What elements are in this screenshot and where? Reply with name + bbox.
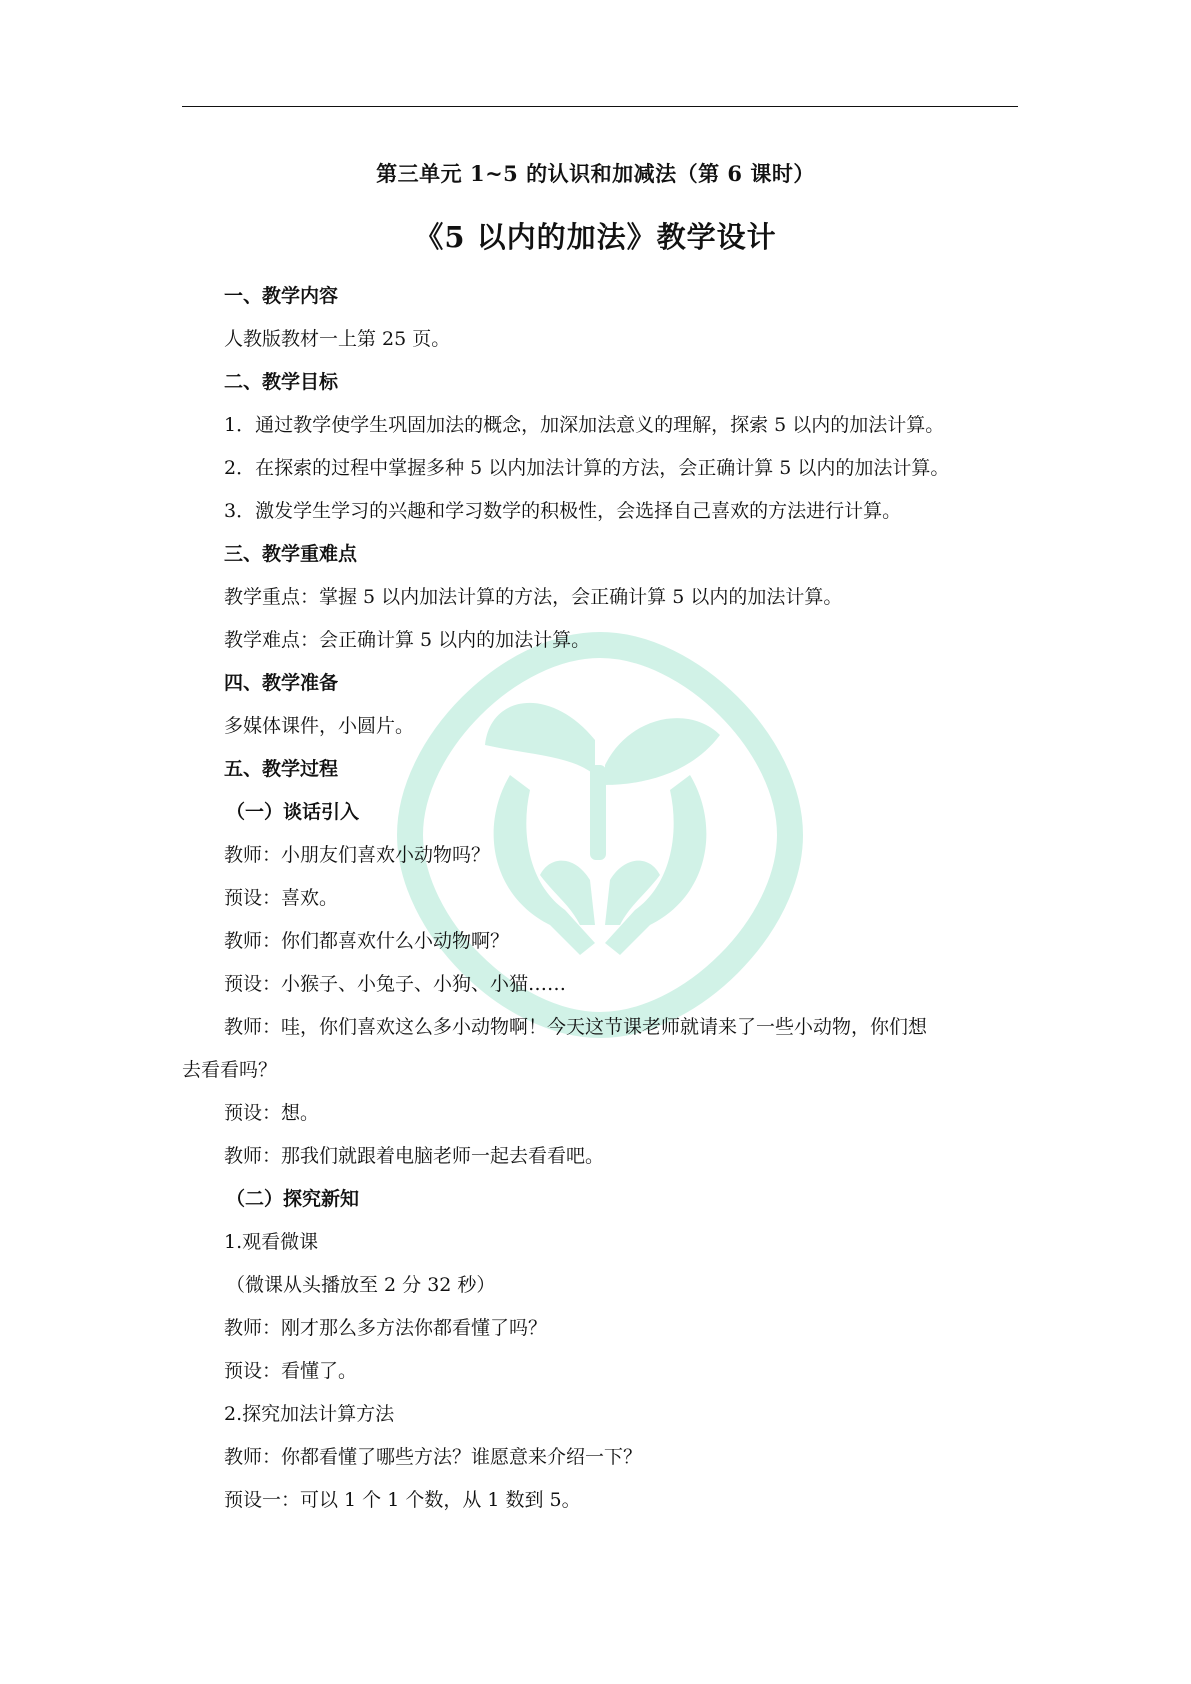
- section-heading-key-points: 三、教学重难点: [224, 543, 358, 565]
- step-title: 2.探究加法计算方法: [224, 1403, 395, 1425]
- dialogue-line: 教师：你都看懂了哪些方法？谁愿意来介绍一下？: [224, 1446, 643, 1468]
- page-title: 《5 以内的加法》教学设计: [414, 220, 777, 254]
- dialogue-line-continued: 去看看吗？: [182, 1059, 278, 1081]
- section-text: 人教版教材一上第 25 页。: [224, 328, 451, 350]
- list-item: 3．激发学生学习的兴趣和学习数学的积极性，会选择自己喜欢的方法进行计算。: [224, 500, 902, 522]
- stage-note: （微课从头播放至 2 分 32 秒）: [226, 1274, 496, 1296]
- dialogue-line: 教师：你们都喜欢什么小动物啊？: [224, 930, 510, 952]
- step-title: 1.观看微课: [224, 1231, 319, 1253]
- dialogue-line: 教师：小朋友们喜欢小动物吗？: [224, 844, 491, 866]
- section-heading-content: 一、教学内容: [224, 285, 339, 307]
- dialogue-line: 教师：哇，你们喜欢这么多小动物啊！今天这节课老师就请来了一些小动物，你们想: [224, 1016, 928, 1038]
- subsection-heading: （二）探究新知: [226, 1188, 360, 1210]
- unit-title: 第三单元 1~5 的认识和加减法（第 6 课时）: [376, 161, 815, 186]
- dialogue-line: 预设：想。: [224, 1102, 320, 1124]
- dialogue-line: 教师：那我们就跟着电脑老师一起去看看吧。: [224, 1145, 605, 1167]
- dialogue-line: 预设一：可以 1 个 1 个数，从 1 数到 5。: [224, 1489, 581, 1511]
- section-heading-process: 五、教学过程: [224, 758, 339, 780]
- section-heading-goals: 二、教学目标: [224, 371, 339, 393]
- section-text: 多媒体课件，小圆片。: [224, 715, 415, 737]
- list-item: 教学重点：掌握 5 以内加法计算的方法，会正确计算 5 以内的加法计算。: [224, 586, 843, 608]
- dialogue-line: 教师：刚才那么多方法你都看懂了吗？: [224, 1317, 548, 1339]
- dialogue-line: 预设：看懂了。: [224, 1360, 358, 1382]
- header-rule: [182, 106, 1018, 107]
- section-heading-preparation: 四、教学准备: [224, 672, 339, 694]
- dialogue-line: 预设：喜欢。: [224, 887, 339, 909]
- subsection-heading: （一）谈话引入: [226, 801, 360, 823]
- list-item: 1．通过教学使学生巩固加法的概念，加深加法意义的理解，探索 5 以内的加法计算。: [224, 414, 945, 436]
- list-item: 2．在探索的过程中掌握多种 5 以内加法计算的方法，会正确计算 5 以内的加法计算。: [224, 457, 950, 479]
- list-item: 教学难点：会正确计算 5 以内的加法计算。: [224, 629, 591, 651]
- dialogue-line: 预设：小猴子、小兔子、小狗、小猫……: [224, 973, 567, 995]
